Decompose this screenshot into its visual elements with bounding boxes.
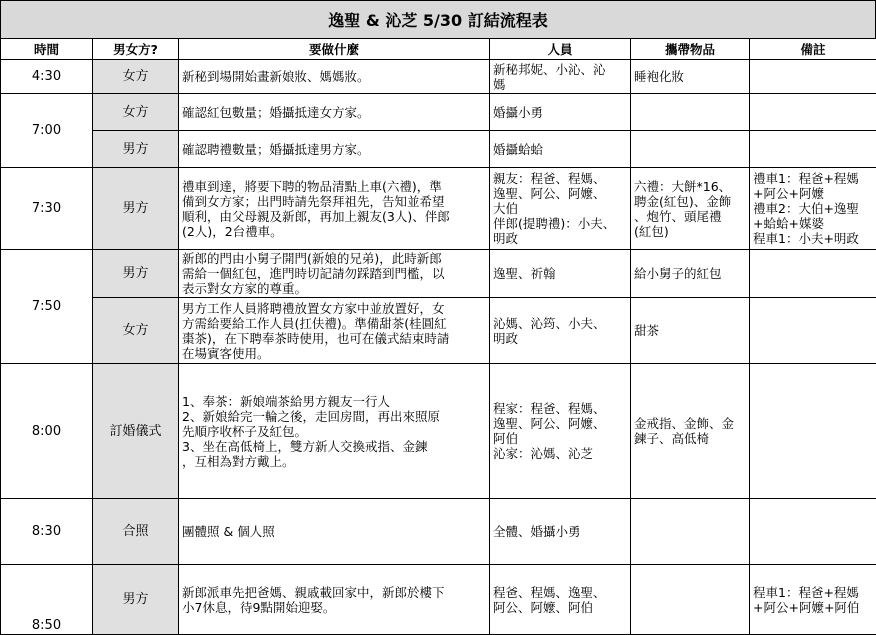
- items-cell: 六禮：大餅*16、 聘金(紅包)、金飾 、炮竹、頭尾禮 (紅包): [631, 168, 750, 250]
- notes-cell: [750, 499, 876, 565]
- sheet-title: 逸聖 & 沁芝 5/30 訂結流程表: [0, 0, 876, 39]
- header-time: 時間: [1, 39, 93, 60]
- task-cell: 男方工作人員將聘禮放置女方家中並放置好，女 方需給要給工作人員(扛伕禮)。準備甜茶(桂圓紅 棗茶)，在下聘奉茶時使用，也可在儀式結束時請 在場賓客使用。: [179, 298, 490, 364]
- items-cell: 睡袍化妝: [631, 60, 750, 94]
- people-cell: 親友：程爸、程媽、 逸聖、阿公、阿嬤、 大伯 伴郎(提聘禮)：小夫、 明政: [490, 168, 631, 250]
- task-cell: 1、奉茶：新娘端茶給男方親友一行人 2、新娘給完一輪之後，走回房間，再出來照原 先順序收杯子及紅包。 3、坐在高低椅上，雙方新人交換戒指、金鍊 ，互相為對方戴上。: [179, 364, 490, 499]
- people-cell: 婚攝蛤蛤: [490, 131, 631, 168]
- table-row: [1, 250, 876, 298]
- header-side: 男女方?: [93, 39, 179, 60]
- table-row: [1, 168, 876, 250]
- items-cell: [631, 499, 750, 565]
- people-cell: 婚攝小勇: [490, 94, 631, 131]
- people-cell: 逸聖、祈翰: [490, 250, 631, 298]
- time-cell: 4:30: [1, 60, 93, 94]
- items-cell: [631, 94, 750, 131]
- people-cell: 程爸、程媽、逸聖、 阿公、阿嬤、阿伯: [490, 565, 631, 635]
- table-row: [1, 364, 876, 499]
- task-cell: 確認聘禮數量；婚攝抵達男方家。: [179, 131, 490, 168]
- time-cell: 7:30: [1, 168, 93, 250]
- table-row: [1, 94, 876, 131]
- notes-cell: [750, 250, 876, 298]
- side-cell: 合照: [93, 499, 179, 565]
- table-row: [1, 499, 876, 565]
- header-people: 人員: [490, 39, 631, 60]
- table-row: [1, 60, 876, 94]
- side-cell: 男方: [93, 565, 179, 635]
- notes-cell: [750, 60, 876, 94]
- header-notes: 備註: [750, 39, 876, 60]
- time-cell: 8:50: [1, 565, 93, 635]
- side-cell: 男方: [93, 131, 179, 168]
- table-row: [1, 298, 876, 364]
- people-cell: 沁媽、沁筠、小夫、 明政: [490, 298, 631, 364]
- schedule-table: [0, 38, 876, 635]
- time-cell: 7:50: [1, 250, 93, 364]
- notes-cell: [750, 131, 876, 168]
- notes-cell: [750, 364, 876, 499]
- header-row: [1, 39, 876, 60]
- table-row: [1, 131, 876, 168]
- side-cell: 男方: [93, 168, 179, 250]
- side-cell: 訂婚儀式: [93, 364, 179, 499]
- items-cell: 金戒指、金飾、金 鍊子、高低椅: [631, 364, 750, 499]
- side-cell: 男方: [93, 250, 179, 298]
- items-cell: 甜茶: [631, 298, 750, 364]
- notes-cell: 禮車1：程爸+程媽 +阿公+阿嬤 禮車2：大伯+逸聖 +蛤蛤+媒婆 程車1：小夫+明政: [750, 168, 876, 250]
- items-cell: 給小舅子的紅包: [631, 250, 750, 298]
- side-cell: 女方: [93, 94, 179, 131]
- table-row: [1, 565, 876, 635]
- task-cell: 確認紅包數量；婚攝抵達女方家。: [179, 94, 490, 131]
- header-task: 要做什麼: [179, 39, 490, 60]
- notes-cell: 程車1：程爸+程媽 +阿公+阿嬤+阿伯: [750, 565, 876, 635]
- items-cell: [631, 565, 750, 635]
- notes-cell: [750, 94, 876, 131]
- task-cell: 新秘到場開始畫新娘妝、媽媽妝。: [179, 60, 490, 94]
- people-cell: 程家：程爸、程媽、 逸聖、阿公、阿嬤、 阿伯 沁家：沁媽、沁芝: [490, 364, 631, 499]
- people-cell: 全體、婚攝小勇: [490, 499, 631, 565]
- time-cell: 7:00: [1, 94, 93, 168]
- side-cell: 女方: [93, 60, 179, 94]
- items-cell: [631, 131, 750, 168]
- people-cell: 新秘邦妮、小沁、沁 媽: [490, 60, 631, 94]
- time-cell: 8:30: [1, 499, 93, 565]
- task-cell: 禮車到達，將要下聘的物品清點上車(六禮)，準 備到女方家；出門時請先祭拜祖先，告知並希望 順利，由父母親及新郎，再加上親友(3人)、伴郎 (2人)，2台禮車。: [179, 168, 490, 250]
- task-cell: 團體照 & 個人照: [179, 499, 490, 565]
- side-cell: 女方: [93, 298, 179, 364]
- time-cell: 8:00: [1, 364, 93, 499]
- notes-cell: [750, 298, 876, 364]
- header-items: 攜帶物品: [631, 39, 750, 60]
- task-cell: 新郎的門由小舅子開門(新娘的兄弟)，此時新郎 需給一個紅包，進門時切記請勿踩踏到門檻，以 表示對女方家的尊重。: [179, 250, 490, 298]
- task-cell: 新郎派車先把爸媽、親戚載回家中，新郎於樓下 小7休息，待9點開始迎娶。: [179, 565, 490, 635]
